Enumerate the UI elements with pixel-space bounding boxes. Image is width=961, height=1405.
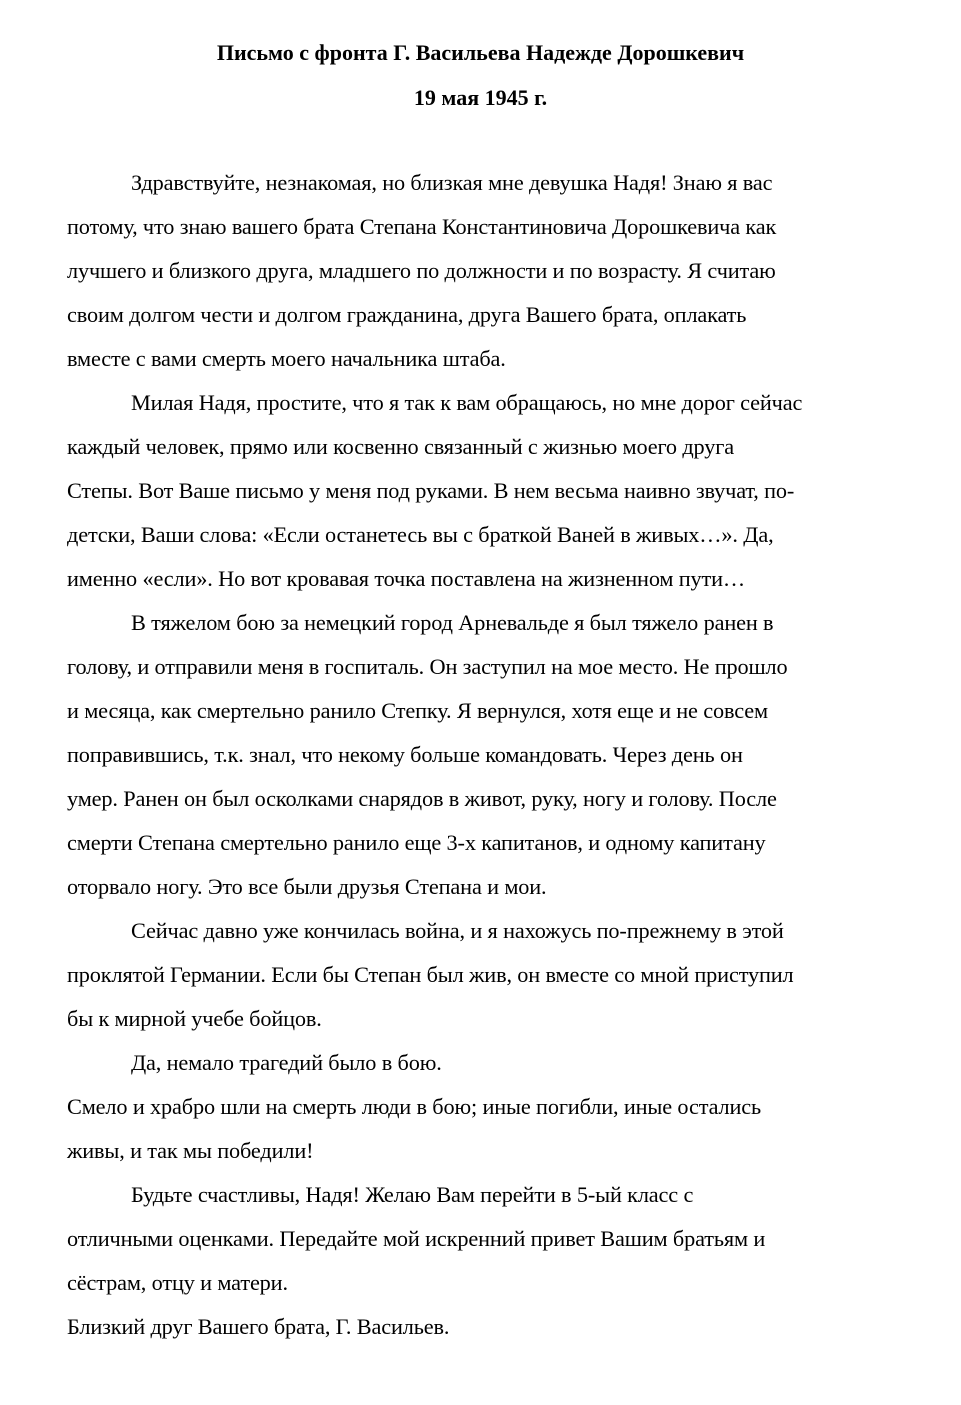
text-line: смерти Степана смертельно ранило еще 3-х капитанов, и одному капитану [67,830,766,855]
letter-body [67,168,927,1356]
text-line: именно «если». Но вот кровавая точка поставлена на жизненном пути… [67,566,746,591]
letter-paragraph [67,388,927,608]
text-line: каждый человек, прямо или косвенно связанный с жизнью моего друга [67,434,734,459]
text-line: Будьте счастливы, Надя! Желаю Вам перейти в 5-ый класс с [131,1182,694,1207]
text-line: Да, немало трагедий было в бою. [131,1050,442,1075]
letter-paragraph [67,916,927,1048]
letter-date: 19 мая 1945 г. [413,85,548,110]
text-line: живы, и так мы победили! [67,1138,314,1163]
text-line: Смело и храбро шли на смерть люди в бою; иные погибли, иные остались [67,1094,762,1119]
text-line: потому, что знаю вашего брата Степана Константиновича Дорошкевича как [67,214,777,239]
letter-paragraph [67,1048,927,1092]
text-line: детски, Ваши слова: «Если останетесь вы с браткой Ваней в живых…». Да, [67,522,774,547]
text-line: Здравствуйте, незнакомая, но близкая мне девушка Надя! Знаю я вас [131,170,773,195]
text-line: Близкий друг Вашего брата, Г. Васильев. [67,1314,450,1339]
text-line: вместе с вами смерть моего начальника штаба. [67,346,506,371]
text-line: своим долгом чести и долгом гражданина, друга Вашего брата, оплакать [67,302,747,327]
text-line: Милая Надя, простите, что я так к вам обращаюсь, но мне дорог сейчас [131,390,803,415]
text-line: умер. Ранен он был осколками снарядов в живот, руку, ногу и голову. После [67,786,777,811]
text-line: Сейчас давно уже кончилась война, и я нахожусь по-прежнему в этой [131,918,784,943]
text-line: лучшего и близкого друга, младшего по должности и по возрасту. Я считаю [67,258,776,283]
text-line: поправившись, т.к. знал, что некому больше командовать. Через день он [67,742,743,767]
letter-paragraph [67,1312,927,1356]
letter-paragraph [67,168,927,388]
text-line: сёстрам, отцу и матери. [67,1270,288,1295]
text-line: В тяжелом бою за немецкий город Арневальде я был тяжело ранен в [131,610,774,635]
text-line: и месяца, как смертельно ранило Степку. Я вернулся, хотя еще и не совсем [67,698,768,723]
text-line: отличными оценками. Передайте мой искренний привет Вашим братьям и [67,1226,766,1251]
letter-paragraph [67,1180,927,1312]
text-line: бы к мирной учебе бойцов. [67,1006,322,1031]
letter-paragraph [67,608,927,916]
text-line: Степы. Вот Ваше письмо у меня под руками. В нем весьма наивно звучат, по- [67,478,795,503]
text-line: голову, и отправили меня в госпиталь. Он заступил на мое место. Не прошло [67,654,788,679]
letter-paragraph [67,1092,927,1180]
letter-title: Письмо с фронта Г. Васильева Надежде Дорошкевич [216,40,745,65]
text-line: оторвало ногу. Это все были друзья Степана и мои. [67,874,547,899]
text-line: проклятой Германии. Если бы Степан был жив, он вместе со мной приступил [67,962,794,987]
